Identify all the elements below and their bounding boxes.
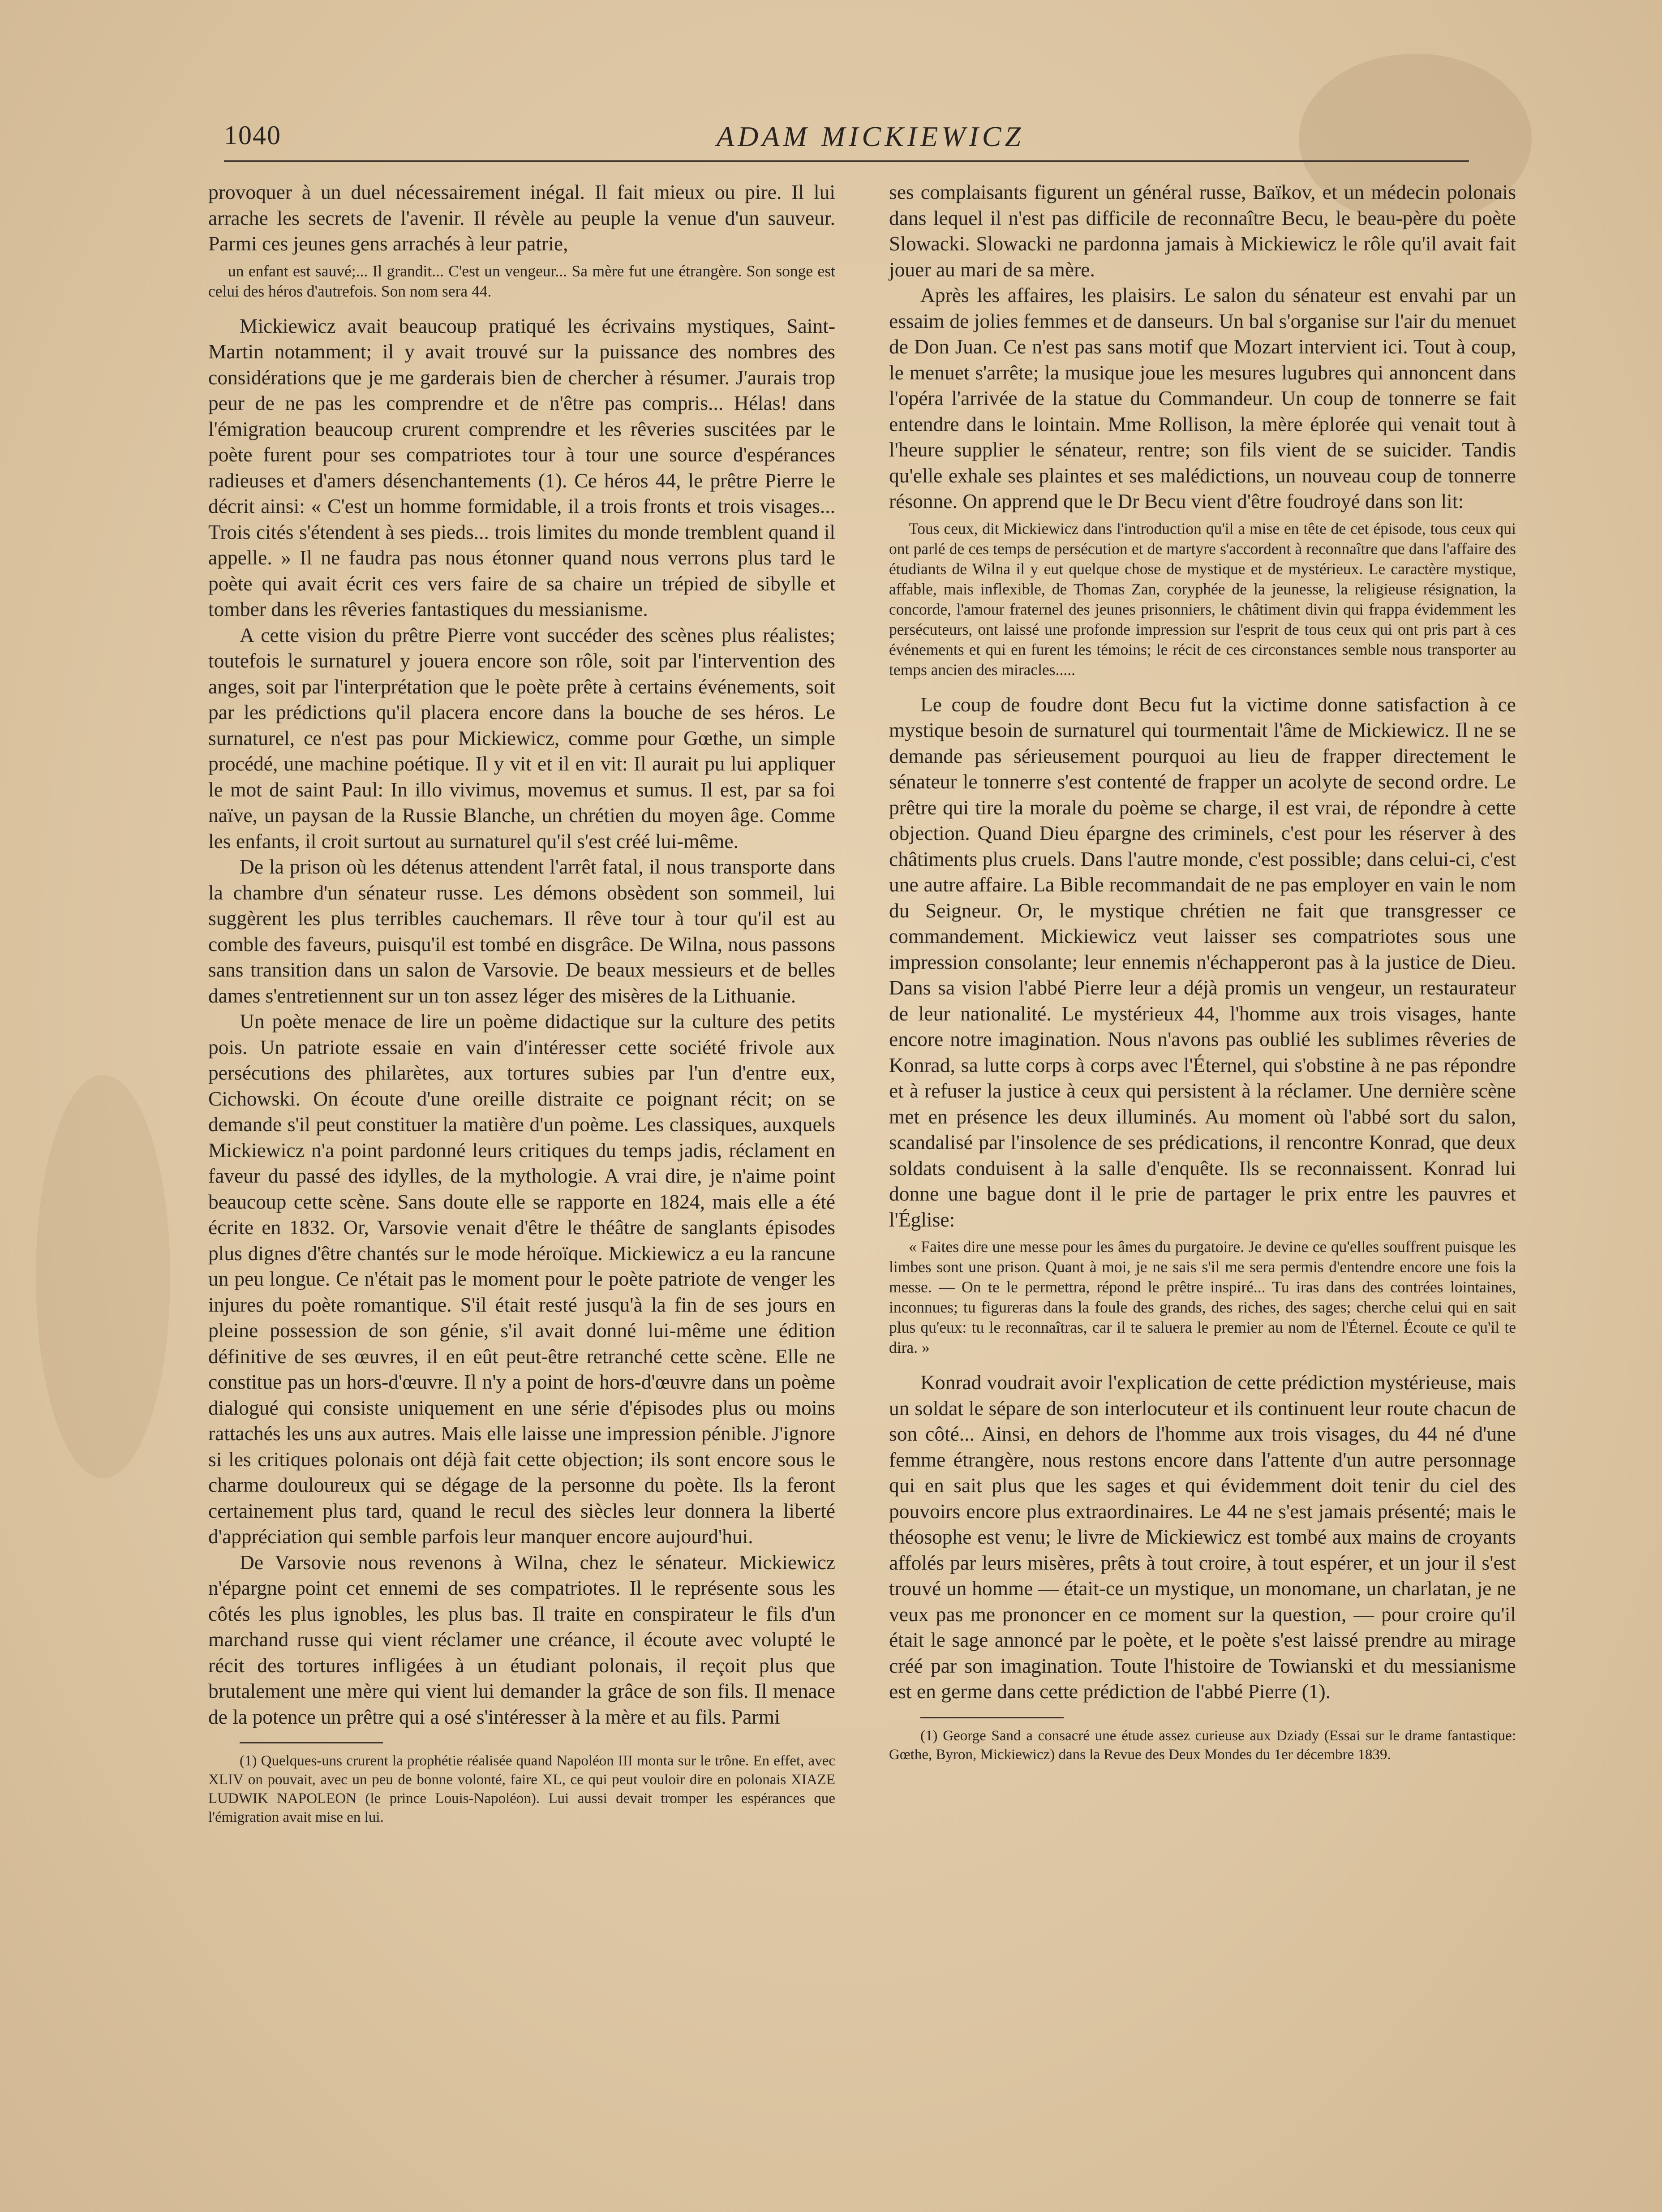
paragraph: De Varsovie nous revenons à Wilna, chez le sénateur. Mickiewicz n'épargne point cet ennemi de ses compatriotes. Il le représente sous les côtés les plus ignobles, les plus bas. Il traite en conspirateur le fils d'un marchand russe qui vient réclamer une créance, il écoute avec volupté le récit des tortures infligées à un étudiant polonais, il reçoit plus que brutalement une mère qui vient lui demander la grâce de son fils. Il menace de la potence un prêtre qui a osé s'intéresser à la mère et au fils. Parmi bbox=[208, 1550, 835, 1728]
header-rule bbox=[224, 160, 1469, 162]
paragraph: Un poète menace de lire un poème didactique sur la culture des petits pois. Un patriote essaie en vain d'intéresser cette société frivole aux persécutions des philarètes, aux tortures subies par l'un d'entre eux, Cichowski. On écoute d'une oreille distraite ce poignant récit; on se demande s'il peut constituer la matière d'un poème. Les classiques, auxquels Mickiewicz n'a point pardonné leurs critiques du temps jadis, réclament en faveur du passé des idylles, de la mythologie. A vrai dire, je n'aime point beaucoup cette scène. Sans doute elle se rapporte en 1824, mais elle a été écrite en 1832. Or, Varsovie venait d'être le théâtre de sanglants épisodes plus dignes d'être chantés sur le mode héroïque. Mickiewicz a eu la rancune un peu longue. Ce n'était pas le moment pour le poète patriote de venger les injures du poète romantique. S'il était resté jusqu'à la fin de ses jours en pleine possession de son génie, s'il avait donné lui-même une édition définitive de ses œuvres, il en eût peut-être retranché cette scène. Elle ne constitue pas un hors-d'œuvre. Il n'y a point de hors-d'œuvre dans un poème dialogué qui consiste uniquement en une série d'épisodes plus ou moins rattachés les uns aux autres. Mais elle laisse une impression pénible. J'ignore si les critiques polonais ont déjà fait cette objection; ils sont encore sous le charme douloureux qui se dégage de la personne du poète. Ils la feront certainement plus tard, quand le recul des siècles leur donnera la liberté d'appréciation qui semble parfois leur manquer encore aujourd'hui. bbox=[208, 1010, 835, 1548]
block-quote bbox=[889, 519, 1516, 680]
quote-text: un enfant est sauvé;... Il grandit... C'est un vengeur... Sa mère fut une étrangère. Son songe est celui des héros d'autrefois. Son nom sera 44. bbox=[208, 262, 835, 300]
page-number: 1040 bbox=[224, 120, 281, 150]
left-column bbox=[208, 179, 835, 1827]
block-quote bbox=[208, 261, 835, 301]
right-column bbox=[889, 179, 1516, 1764]
paragraph: Après les affaires, les plaisirs. Le salon du sénateur est envahi par un essaim de jolies femmes et de danseurs. Un bal s'organise sur l'air du menuet de Don Juan. Ce n'est pas sans motif que Mozart intervient ici. Tout à coup, le menuet s'arrête; la musique joue les mesures lugubres qui annoncent dans l'opéra l'arrivée de la statue du Commandeur. Un coup de tonnerre se fait entendre dans le lointain. Mme Rollison, la mère éplorée qui venait tout à l'heure supplier le sénateur, rentre; son fils vient de se suicider. Tandis qu'elle exhale ses plaintes et ses malédictions, un nouveau coup de tonnerre résonne. On apprend que le Dr Becu vient d'être foudroyé dans son lit: bbox=[889, 284, 1516, 512]
quote-text: « Faites dire une messe pour les âmes du purgatoire. Je devine ce qu'elles souffrent puisque les limbes sont une prison. Quant à moi, je ne sais s'il me sera permis d'entendre encore une fois la messe. — On te le permettra, répond le prêtre inspiré... Tu iras dans des contrées lointaines, inconnues; tu figureras dans la foule des grands, des riches, des sages; cherche celui qui en sait plus qu'eux: tu le reconnaîtras, car il te saluera le premier au nom de l'Éternel. Écoute ce qu'il te dira. » bbox=[889, 1238, 1516, 1356]
paragraph: provoquer à un duel nécessairement inégal. Il fait mieux ou pire. Il lui arrache les secrets de l'avenir. Il révèle au peuple la venue d'un sauveur. Parmi ces jeunes gens arrachés à leur patrie, bbox=[208, 181, 835, 255]
block-quote bbox=[889, 1237, 1516, 1358]
footnote: (1) George Sand a consacré une étude assez curieuse aux Dziady (Essai sur le drame fantastique: Gœthe, Byron, Mickiewicz) dans la Revue des Deux Mondes du 1er décembre 1839. bbox=[889, 1727, 1516, 1763]
paragraph: Mickiewicz avait beaucoup pratiqué les écrivains mystiques, Saint-Martin notamment; il y avait trouvé sur la puissance des nombres des considérations que je me garderais bien de chercher à résumer. J'aurais trop peur de ne pas les comprendre et de n'être pas compris... Hélas! dans l'émigration beaucoup crurent comprendre et les rêveries suscitées par le poète furent pour ses compatriotes tour à tour une source d'espérances radieuses et d'amers désenchantements (1). Ce héros 44, le prêtre Pierre le décrit ainsi: « C'est un homme formidable, il a trois fronts et trois visages... Trois cités s'étendent à ses pieds... trois limites du monde tremblent quand il appelle. » Il ne faudra pas nous étonner quand nous verrons plus tard le poète qui avait écrit ces vers faire de sa chaire un trépied de sibylle et tomber dans les rêveries fantastiques du messianisme. bbox=[208, 314, 835, 620]
paper-stain bbox=[36, 1075, 170, 1478]
paragraph: Le coup de foudre dont Becu fut la victime donne satisfaction à ce mystique besoin de surnaturel qui tourmentait l'âme de Mickiewicz. Il ne se demande pas sérieusement pourquoi au lieu de frapper directement le sénateur le tonnerre s'est contenté de frapper un acolyte de second ordre. Le prêtre qui tire la morale du poème se charge, il est vrai, de répondre à cette objection. Quand Dieu épargne des criminels, c'est pour les réserver à des châtiments plus cruels. Dans l'autre monde, c'est possible; dans celui-ci, c'est une autre affaire. La Bible recommandait de ne pas employer en vain le nom du Seigneur. Or, le mystique chrétien ne fait que transgresser ce commandement. Mickiewicz veut laisser ses compatriotes sous une impression consolante; leur ennemis n'échapperont pas à la justice de Dieu. Dans sa vision l'abbé Pierre leur a déjà promis un vengeur, un restaurateur de leur nationalité. Le mystérieux 44, l'homme aux trois visages, hante encore notre imagination. Nous n'avons pas oublié les sublimes rêveries de Konrad, sa lutte corps à corps avec l'Éternel, qui s'obstine à ne pas répondre et à refuser la justice à ceux qui persistent à la réclamer. Une dernière scène met en présence les deux illuminés. Au moment où l'abbé sort du salon, scandalisé par l'insolence de ses prédications, il rencontre Konrad, que deux soldats conduisent à la salle d'enquête. Ils se reconnaissent. Konrad lui donne une bague dont il le prie de partager le prix entre les pauvres et l'Église: bbox=[889, 693, 1516, 1231]
paragraph: ses complaisants figurent un général russe, Baïkov, et un médecin polonais dans lequel il n'est pas difficile de reconnaître Becu, le beau-père du poète Slowacki. Slowacki ne pardonna jamais à Mickiewicz le rôle qu'il avait fait jouer au mari de sa mère. bbox=[889, 181, 1516, 281]
footnote-rule bbox=[240, 1742, 383, 1743]
paragraph: A cette vision du prêtre Pierre vont succéder des scènes plus réalistes; toutefois le surnaturel y jouera encore son rôle, soit par l'intervention des anges, soit par l'interprétation que le poète prête à certains événements, soit par les prédictions qu'il placera encore dans la bouche de ses héros. Le surnaturel, ce n'est pas pour Mickiewicz, comme pour Gœthe, un simple procédé, une machine poétique. Il y vit et il en vit: Il aurait pu lui appliquer le mot de saint Paul: In illo vivimus, movemus et sumus. Il est, par sa foi naïve, un paysan de la Russie Blanche, un chrétien du moyen âge. Comme les enfants, il croit surtout au surnaturel qu'il s'est créé lui-même. bbox=[208, 623, 835, 852]
footnote: (1) Quelques-uns crurent la prophétie réalisée quand Napoléon III monta sur le trône. En effet, avec XLIV on pouvait, avec un peu de bonne volonté, faire XL, ce qui peut vouloir dire en polonais XIAZE LUDWIK NAPOLEON (le prince Louis-Napoléon). Lui aussi devait tromper les espérances que l'émigration avait mise en lui. bbox=[208, 1753, 835, 1825]
footnote-rule bbox=[920, 1717, 1064, 1718]
page-header bbox=[224, 116, 1469, 165]
running-title: ADAM MICKIEWICZ bbox=[717, 120, 1025, 152]
quote-text: Tous ceux, dit Mickiewicz dans l'introduction qu'il a mise en tête de cet épisode, tous ceux qui ont parlé de ces temps de persécution et de martyre s'accordent à reconnaître que dans l'affaire des étudiants de Wilna il y eut quelque chose de mystique et de mystérieux. Le caractère mystique, affable, mais inflexible, de Thomas Zan, coryphée de la jeunesse, la religieuse résignation, la concorde, l'amour fraternel des jeunes prisonniers, le châtiment divin qui frappa évidemment les persécuteurs, ont laissé une profonde impression sur l'esprit de tous ceux qui ont pris part à ces événements et qui en furent les témoins; le récit de ces circonstances semble nous transporter au temps ancien des miracles..... bbox=[889, 519, 1516, 679]
paragraph: Konrad voudrait avoir l'explication de cette prédiction mystérieuse, mais un soldat le sépare de son interlocuteur et ils continuent leur route chacun de son côté... Ainsi, en dehors de l'homme aux trois visages, du 44 né d'une femme étrangère, nous restons encore dans l'attente d'un autre personnage qui en sait plus que les sages et qui évidemment doit tenir du ciel des pouvoirs encore plus extraordinaires. Le 44 ne s'est jamais présenté; mais le théosophe est venu; le livre de Mickiewicz est tombé aux mains de croyants affolés par leurs misères, prêts à tout croire, à tout espérer, et un jour il s'est trouvé un homme — était-ce un mystique, un monomane, un charlatan, je ne veux pas me prononcer en ce moment sur la question, — pour croire qu'il était le sage annoncé par le poète, et le poète s'est laissé prendre au mirage créé par son imagination. Toute l'histoire de Towianski et du messianisme est en germe dans cette prédiction de l'abbé Pierre (1). bbox=[889, 1371, 1516, 1703]
paragraph: De la prison où les détenus attendent l'arrêt fatal, il nous transporte dans la chambre d'un sénateur russe. Les démons obsèdent son sommeil, lui suggèrent les plus terribles cauchemars. Il rêve tour à tour qu'il est au comble des faveurs, puisqu'il est tombé en disgrâce. De Wilna, nous passons sans transition dans un salon de Varsovie. De beaux messieurs et de belles dames s'entretiennent sur un ton assez léger des misères de la Lithuanie. bbox=[208, 855, 835, 1007]
